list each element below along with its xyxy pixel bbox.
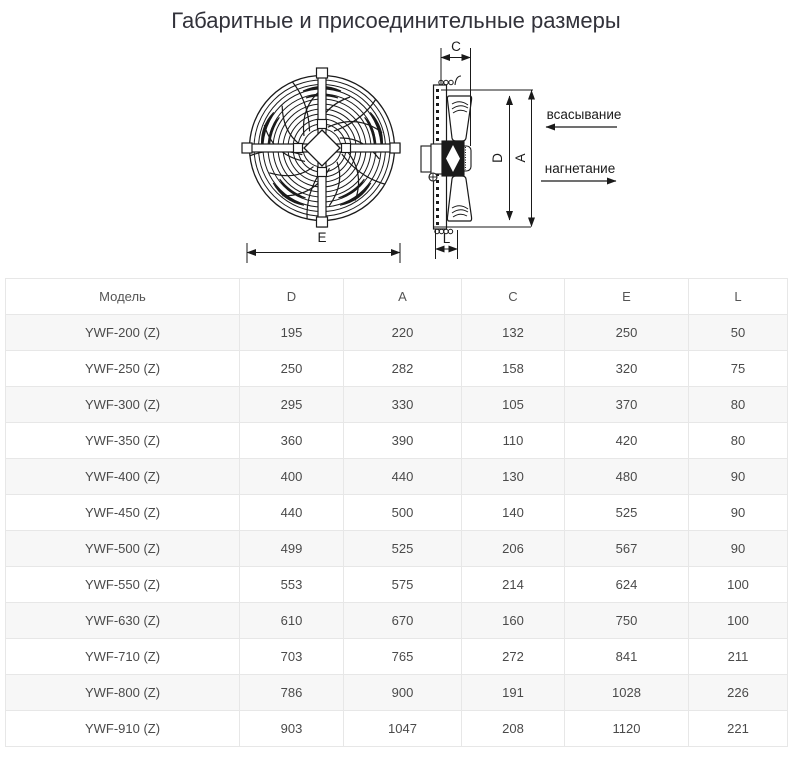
cell-d: 786 xyxy=(240,675,344,711)
cell-a: 900 xyxy=(344,675,462,711)
table-row xyxy=(6,315,788,351)
cell-e: 525 xyxy=(565,495,689,531)
cell-e: 841 xyxy=(565,639,689,675)
cell-model: YWF-300 (Z) xyxy=(6,387,240,423)
cell-d: 703 xyxy=(240,639,344,675)
motor xyxy=(421,141,471,181)
dim-label-a: A xyxy=(513,153,528,163)
cell-e: 1028 xyxy=(565,675,689,711)
column-header-a: A xyxy=(344,279,462,315)
cell-e: 480 xyxy=(565,459,689,495)
dim-label-l: L xyxy=(442,231,451,246)
table-row xyxy=(6,711,788,747)
column-header-l: L xyxy=(689,279,788,315)
cell-model: YWF-800 (Z) xyxy=(6,675,240,711)
fan-front-view xyxy=(242,68,400,263)
fan-drawing-svg xyxy=(0,36,792,270)
cell-e: 567 xyxy=(565,531,689,567)
table-row xyxy=(6,603,788,639)
cell-l: 100 xyxy=(689,603,788,639)
cell-c: 132 xyxy=(462,315,565,351)
table-row xyxy=(6,675,788,711)
cell-l: 80 xyxy=(689,387,788,423)
cell-c: 105 xyxy=(462,387,565,423)
airflow-annotations xyxy=(541,107,621,181)
cell-d: 195 xyxy=(240,315,344,351)
hub-diamond xyxy=(304,130,340,166)
column-header-e: E xyxy=(565,279,689,315)
fan-side-view xyxy=(421,39,533,259)
cell-model: YWF-400 (Z) xyxy=(6,459,240,495)
cell-l: 90 xyxy=(689,495,788,531)
cell-l: 226 xyxy=(689,675,788,711)
page-title: Габаритные и присоединительные размеры xyxy=(171,8,621,33)
table-row xyxy=(6,387,788,423)
cell-a: 575 xyxy=(344,567,462,603)
cell-a: 282 xyxy=(344,351,462,387)
cell-d: 440 xyxy=(240,495,344,531)
cell-model: YWF-500 (Z) xyxy=(6,531,240,567)
cell-e: 750 xyxy=(565,603,689,639)
table-row xyxy=(6,495,788,531)
cell-c: 110 xyxy=(462,423,565,459)
cell-e: 370 xyxy=(565,387,689,423)
cell-a: 500 xyxy=(344,495,462,531)
cell-d: 250 xyxy=(240,351,344,387)
column-header-d: D xyxy=(240,279,344,315)
cell-c: 140 xyxy=(462,495,565,531)
table-header-row xyxy=(6,279,788,315)
cell-model: YWF-550 (Z) xyxy=(6,567,240,603)
cell-e: 250 xyxy=(565,315,689,351)
cell-l: 100 xyxy=(689,567,788,603)
cell-d: 360 xyxy=(240,423,344,459)
cell-a: 765 xyxy=(344,639,462,675)
size-table-body xyxy=(6,315,788,747)
cell-l: 221 xyxy=(689,711,788,747)
table-row xyxy=(6,351,788,387)
blade-profile-top xyxy=(447,96,471,141)
dimensions-diagram xyxy=(0,36,792,270)
cell-d: 553 xyxy=(240,567,344,603)
cell-a: 330 xyxy=(344,387,462,423)
cell-e: 1120 xyxy=(565,711,689,747)
dim-label-e: E xyxy=(317,230,327,245)
cell-l: 90 xyxy=(689,531,788,567)
table-row xyxy=(6,531,788,567)
suction-label: всасывание xyxy=(546,107,622,122)
cell-a: 220 xyxy=(344,315,462,351)
cell-c: 206 xyxy=(462,531,565,567)
cell-model: YWF-710 (Z) xyxy=(6,639,240,675)
cell-l: 211 xyxy=(689,639,788,675)
cell-c: 208 xyxy=(462,711,565,747)
cell-d: 903 xyxy=(240,711,344,747)
dim-label-d: D xyxy=(490,153,505,163)
column-header-model: Модель xyxy=(6,279,240,315)
cell-a: 1047 xyxy=(344,711,462,747)
table-row xyxy=(6,567,788,603)
cell-l: 80 xyxy=(689,423,788,459)
table-row xyxy=(6,639,788,675)
cell-d: 499 xyxy=(240,531,344,567)
cell-model: YWF-450 (Z) xyxy=(6,495,240,531)
cell-model: YWF-250 (Z) xyxy=(6,351,240,387)
cell-a: 390 xyxy=(344,423,462,459)
cell-model: YWF-630 (Z) xyxy=(6,603,240,639)
cell-e: 420 xyxy=(565,423,689,459)
cell-model: YWF-200 (Z) xyxy=(6,315,240,351)
cell-c: 130 xyxy=(462,459,565,495)
cell-c: 191 xyxy=(462,675,565,711)
cell-e: 624 xyxy=(565,567,689,603)
cell-l: 75 xyxy=(689,351,788,387)
cell-l: 90 xyxy=(689,459,788,495)
size-table xyxy=(5,278,788,747)
column-header-c: C xyxy=(462,279,565,315)
cell-c: 272 xyxy=(462,639,565,675)
cell-c: 158 xyxy=(462,351,565,387)
cell-e: 320 xyxy=(565,351,689,387)
dimension-e xyxy=(247,243,400,263)
cell-a: 525 xyxy=(344,531,462,567)
table-row xyxy=(6,459,788,495)
cell-d: 400 xyxy=(240,459,344,495)
cell-c: 160 xyxy=(462,603,565,639)
discharge-label: нагнетание xyxy=(544,161,616,176)
cell-a: 670 xyxy=(344,603,462,639)
cell-c: 214 xyxy=(462,567,565,603)
cell-d: 610 xyxy=(240,603,344,639)
cell-model: YWF-350 (Z) xyxy=(6,423,240,459)
cell-a: 440 xyxy=(344,459,462,495)
blade-profile-bottom xyxy=(447,176,471,221)
cell-d: 295 xyxy=(240,387,344,423)
cell-model: YWF-910 (Z) xyxy=(6,711,240,747)
dim-label-c: C xyxy=(451,39,461,54)
cell-l: 50 xyxy=(689,315,788,351)
table-row xyxy=(6,423,788,459)
